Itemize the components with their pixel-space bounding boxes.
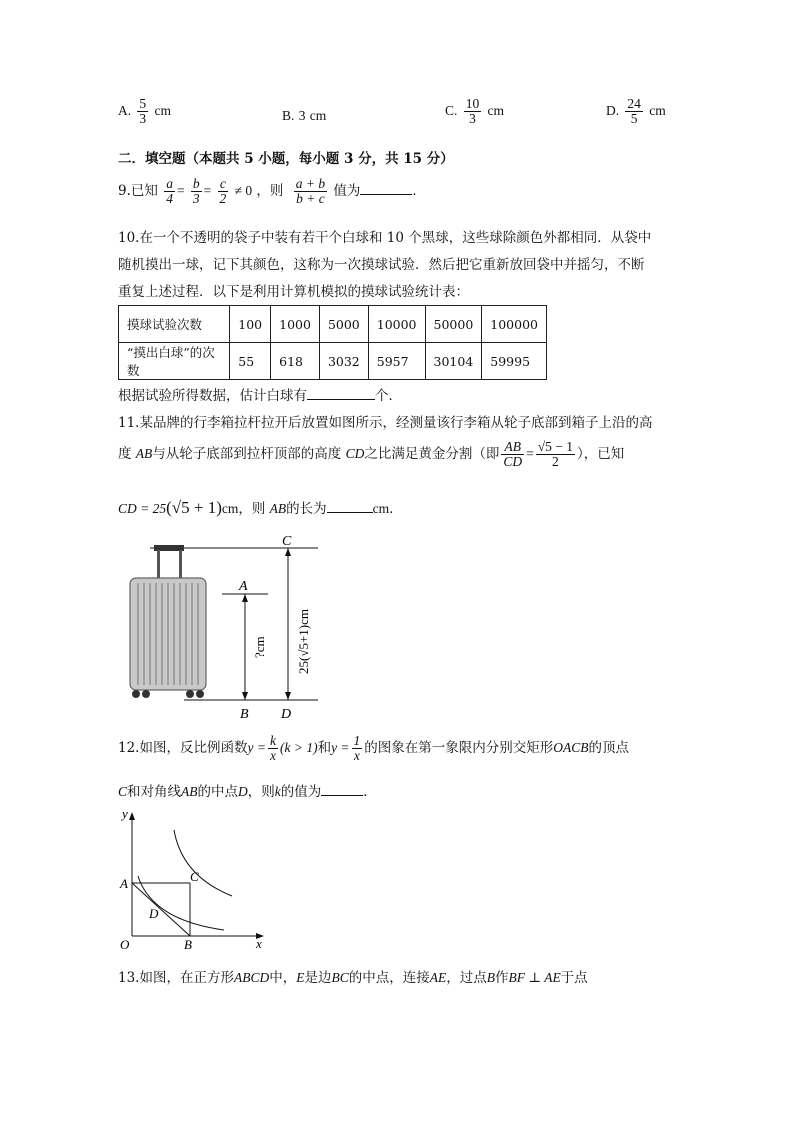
option-b-value: 3: [298, 108, 306, 123]
q11-ratio-fraction: $\frac{AB}{CD}$: [503, 439, 523, 470]
q9-mid: ，则: [256, 183, 284, 200]
table-cell: 5957: [368, 343, 425, 380]
table-row: [119, 306, 547, 343]
q9-frac-expr: $\frac{a + b}{b + c}$: [295, 176, 326, 207]
option-b-unit: cm: [309, 108, 327, 123]
option-b: [282, 108, 326, 124]
q9-frac-c: $\frac{c}{2}$: [219, 176, 227, 207]
option-d: [606, 97, 666, 126]
table-cell: 3032: [319, 343, 368, 380]
table-cell: “摸出白球”的次数: [119, 343, 230, 380]
q10-line2: 随机摸出一球，记下其颜色，这称为一次摸球试验．然后把它重新放回袋中并摇匀，不断: [118, 257, 645, 273]
axis-label-x: x: [256, 936, 262, 951]
q13-line1: 13.如图，在正方形ABCD中，E是边BC的中点，连接AE，过点B作BF ⊥ AE于点: [118, 970, 588, 986]
fig-label-a: A: [239, 579, 248, 594]
q10-answer-blank[interactable]: [307, 387, 375, 400]
point-label-b: B: [184, 937, 192, 952]
q9-answer-blank[interactable]: [360, 182, 412, 195]
fig-label-cd-length: 25(√5+1)cm: [296, 608, 311, 674]
table-cell: 100000: [482, 306, 547, 343]
suitcase-figure: [118, 528, 328, 724]
table-cell: 1000: [271, 306, 320, 343]
option-a-unit: cm: [154, 103, 171, 119]
option-c: [445, 97, 504, 126]
option-a-label: A.: [118, 103, 132, 119]
option-b-label: B.: [282, 108, 295, 123]
table-row: [119, 343, 547, 380]
section-heading: 二．填空题（本题共 5 小题，每小题 3 分，共 15 分）: [118, 151, 454, 167]
q12-answer-blank[interactable]: [321, 783, 363, 796]
q9-frac-a: $\frac{a}{4}$: [166, 176, 173, 207]
table-cell: 100: [230, 306, 271, 343]
option-a-fraction: $\frac{5}{3}$: [139, 96, 147, 127]
option-c-unit: cm: [487, 103, 504, 119]
q9-prefix: 9.已知: [118, 183, 158, 200]
q11-answer-blank[interactable]: [327, 500, 373, 513]
option-c-fraction: $\frac{10}{3}$: [465, 96, 480, 127]
table-cell: 10000: [368, 306, 425, 343]
table-cell: 50000: [425, 306, 482, 343]
q12-line1: 12.如图，反比例函数y = $\frac{k}{x}$ (k > 1)和y = $\frac{1}{x}$ 的图象在第一象限内分别交矩形OACB的顶点: [118, 733, 630, 764]
fig-label-d: D: [281, 707, 292, 722]
option-d-label: D.: [606, 103, 620, 119]
point-label-o: O: [120, 937, 130, 952]
hyperbola-figure: [112, 808, 272, 953]
q9-suffix: 值为: [333, 183, 361, 200]
point-label-d: D: [149, 906, 159, 921]
q11-line1: 11.某品牌的行李箱拉杆拉开后放置如图所示，经测量该行李箱从轮子底部到箱子上沿的高: [118, 415, 653, 431]
table-cell: 59995: [482, 343, 547, 380]
option-a: [118, 97, 171, 126]
option-d-unit: cm: [649, 103, 666, 119]
q12-one-over-x: $\frac{1}{x}$: [353, 733, 361, 764]
table-cell: 5000: [319, 306, 368, 343]
q12-line2: C和对角线AB的中点D，则k的值为 ．: [118, 784, 377, 800]
point-label-a: A: [120, 876, 128, 891]
q11-line2: 度 AB与从轮子底部到拉杆顶部的高度 CD之比满足黄金分割（即 $\frac{AB}{CD}$ = $\frac{√5 - 1}{2}$ ），已知: [118, 439, 625, 470]
axis-label-y: y: [122, 808, 128, 821]
table-cell: 30104: [425, 343, 482, 380]
option-c-label: C.: [445, 103, 458, 119]
q10-line1: 10.在一个不透明的袋子中装有若干个白球和 10 个黑球，这些球除颜色外都相同．从袋中: [118, 230, 652, 246]
fig-label-ab-length: ?cm: [252, 636, 267, 658]
q11-golden-fraction: $\frac{√5 - 1}{2}$: [537, 439, 574, 470]
table-cell: 618: [271, 343, 320, 380]
table-cell: 55: [230, 343, 271, 380]
fig-label-c: C: [282, 534, 292, 549]
table-cell: 摸球试验次数: [119, 306, 230, 343]
q10-answer-line: 根据试验所得数据，估计白球有 个．: [118, 388, 402, 404]
option-d-fraction: $\frac{24}{5}$: [627, 96, 641, 127]
q9-neq: ≠ 0: [234, 183, 253, 199]
q10-line3: 重复上述过程．以下是利用计算机模拟的摸球试验统计表：: [118, 284, 469, 300]
q12-k-over-x: $\frac{k}{x}$: [269, 733, 276, 764]
q9-frac-b: $\frac{b}{3}$: [192, 176, 200, 207]
question-9: 9.已知 $\frac{a}{4}$ = $\frac{b}{3}$ = $\frac{c}{2}$ ≠ 0 ，则 $\frac{a + b}{b + c}$ 值为 ．: [118, 176, 426, 207]
stat-table: [118, 305, 547, 380]
fig-label-b: B: [240, 707, 249, 722]
q11-line3: CD = 25(√5 + 1)cm，则 AB的长为 cm．: [118, 498, 403, 517]
point-label-c: C: [190, 869, 199, 884]
